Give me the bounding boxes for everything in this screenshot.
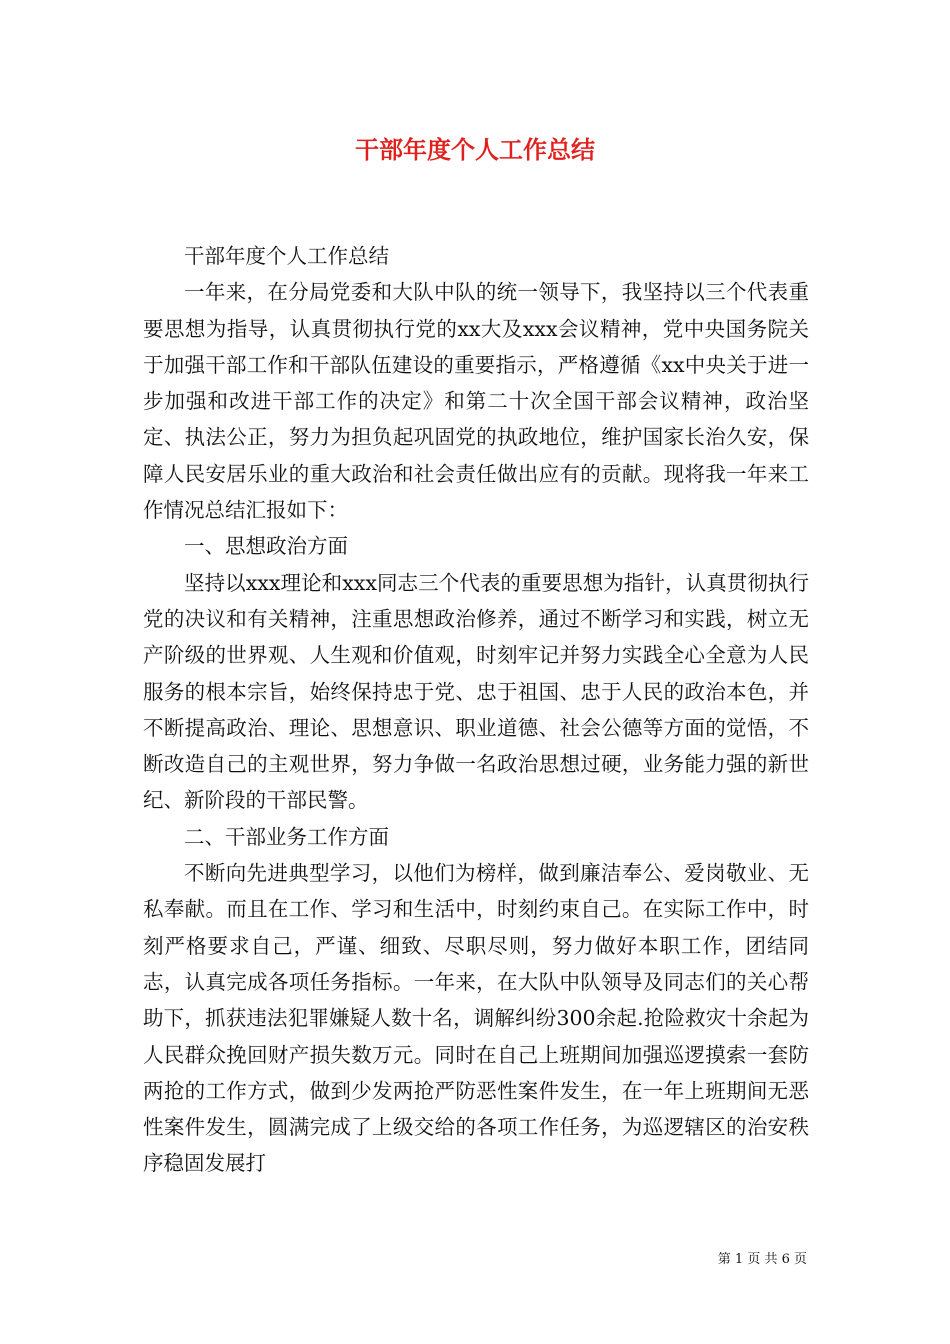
section-heading-work: 二、干部业务工作方面: [184, 824, 389, 849]
section-body-work: 不断向先进典型学习，以他们为榜样，做到廉洁奉公、爱岗敬业、无私奉献。而且在工作、学习和生活中，时刻约束自己。在实际工作中，时刻严格要求自己，严谨、细致、尽职尽则，努力做好本职工作，团结同志，认真完成各项任务指标。一年来，在大队中队领导及同志们的关心帮助下，抓获违法犯罪嫌疑人数十名，调解纠纷300余起.抢险救灾十余起为人民群众挽回财产损失数万元。同时在自己上班期间加强巡逻摸索一套防两抢的工作方式，做到少发两抢严防恶性案件发生，在一年上班期间无恶性案件发生，圆满完成了上级交给的各项工作任务，为巡逻辖区的治安秩序稳固发展打: [143, 861, 809, 1176]
section-body-politics: 坚持以xxx理论和xxx同志三个代表的重要思想为指针，认真贯彻执行党的决议和有关精神，注重思想政治修养，通过不断学习和实践，树立无产阶级的世界观、人生观和价值观，时刻牢记并努力实践全心全意为人民服务的根本宗旨，始终保持忠于党、忠于祖国、忠于人民的政治本色，并不断提高政治、理论、思想意识、职业道德、社会公德等方面的觉悟，不断改造自己的主观世界，努力争做一名政治思想过硬，业务能力强的新世纪、新阶段的干部民警。: [143, 570, 809, 813]
intro-paragraph: 一年来，在分局党委和大队中队的统一领导下，我坚持以三个代表重要思想为指导，认真贯彻执行党的xx大及xxx会议精神，党中央国务院关于加强干部工作和干部队伍建设的重要指示，严格遵循《xx中央关于进一步加强和改进干部工作的决定》和第二十次全国干部会议精神，政治坚定、执法公正，努力为担负起巩固党的执政地位，维护国家长治久安，保障人民安居乐业的重大政治和社会责任做出应有的贡献。现将我一年来工作情况总结汇报如下：: [143, 280, 809, 523]
section-heading-politics: 一、思想政治方面: [184, 534, 348, 559]
page-title: 干部年度个人工作总结: [355, 135, 595, 164]
document-subtitle: 干部年度个人工作总结: [184, 244, 389, 268]
document-body: [143, 238, 809, 1182]
page-number: 第 1 页 共 6 页: [717, 1252, 807, 1267]
